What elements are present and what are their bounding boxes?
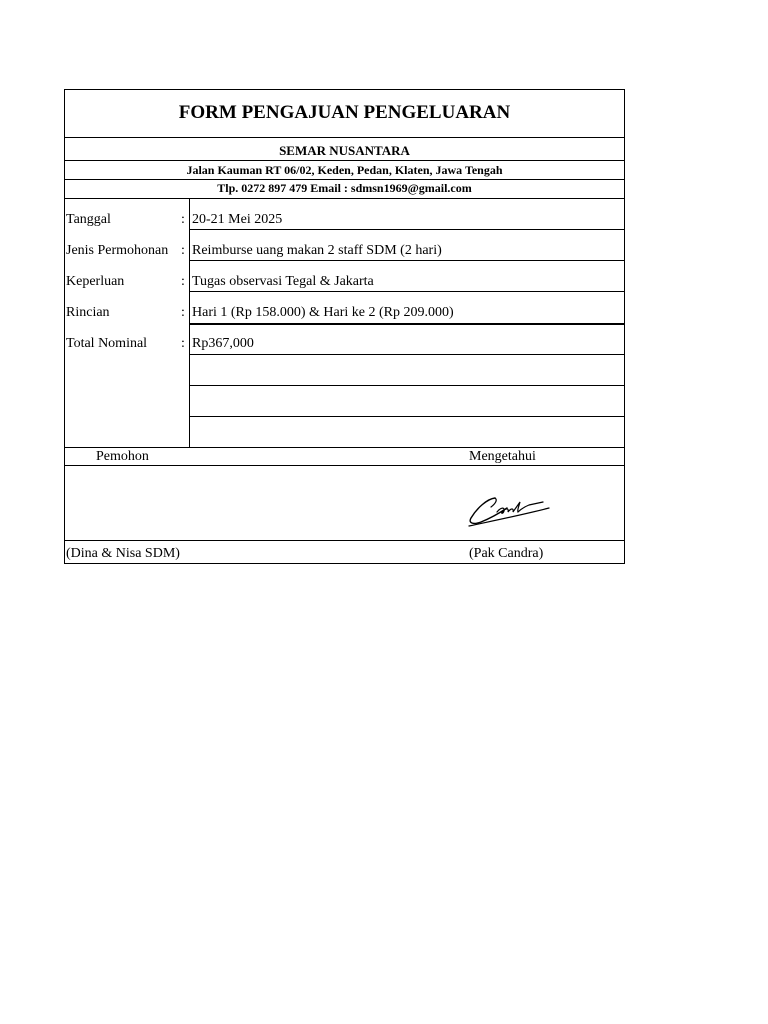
handwritten-signature-icon — [467, 490, 551, 535]
pemohon-label: Pemohon — [96, 449, 149, 464]
jenis-permohonan-label: Jenis Permohonan — [66, 243, 169, 258]
field-row-line — [190, 323, 624, 325]
divider — [65, 447, 624, 448]
tanggal-value: 20-21 Mei 2025 — [192, 212, 283, 227]
divider — [65, 540, 624, 541]
form-title: FORM PENGAJUAN PENGELUARAN — [178, 102, 511, 123]
field-row-line — [190, 385, 624, 386]
keperluan-value: Tugas observasi Tegal & Jakarta — [192, 274, 374, 289]
company-name: SEMAR NUSANTARA — [279, 143, 410, 158]
field-row-line — [190, 354, 624, 355]
rincian-value: Hari 1 (Rp 158.000) & Hari ke 2 (Rp 209.000) — [192, 305, 454, 320]
divider — [65, 160, 624, 161]
pemohon-name: (Dina & Nisa SDM) — [66, 546, 180, 561]
field-row-line — [190, 291, 624, 292]
company-address: Jalan Kauman RT 06/02, Keden, Pedan, Klaten, Jawa Tengah — [186, 163, 503, 177]
field-row-line — [190, 229, 624, 230]
total-nominal-label: Total Nominal — [66, 336, 148, 351]
jenis-permohonan-value: Reimburse uang makan 2 staff SDM (2 hari) — [192, 243, 442, 258]
separator: : — [181, 274, 185, 289]
tanggal-label: Tanggal — [66, 212, 111, 227]
separator: : — [181, 212, 185, 227]
divider — [65, 179, 624, 180]
separator: : — [181, 305, 185, 320]
divider — [65, 465, 624, 466]
total-nominal-value: Rp367,000 — [192, 336, 254, 351]
divider — [65, 137, 624, 138]
separator: : — [181, 336, 185, 351]
divider — [65, 198, 624, 199]
field-row-line — [190, 416, 624, 417]
mengetahui-name: (Pak Candra) — [469, 546, 544, 561]
field-row-line — [190, 260, 624, 261]
expense-request-form — [64, 89, 625, 564]
keperluan-label: Keperluan — [66, 274, 125, 289]
separator: : — [181, 243, 185, 258]
company-contact: Tlp. 0272 897 479 Email : sdmsn1969@gmail.com — [217, 181, 472, 195]
rincian-label: Rincian — [66, 305, 110, 320]
mengetahui-label: Mengetahui — [469, 449, 536, 464]
